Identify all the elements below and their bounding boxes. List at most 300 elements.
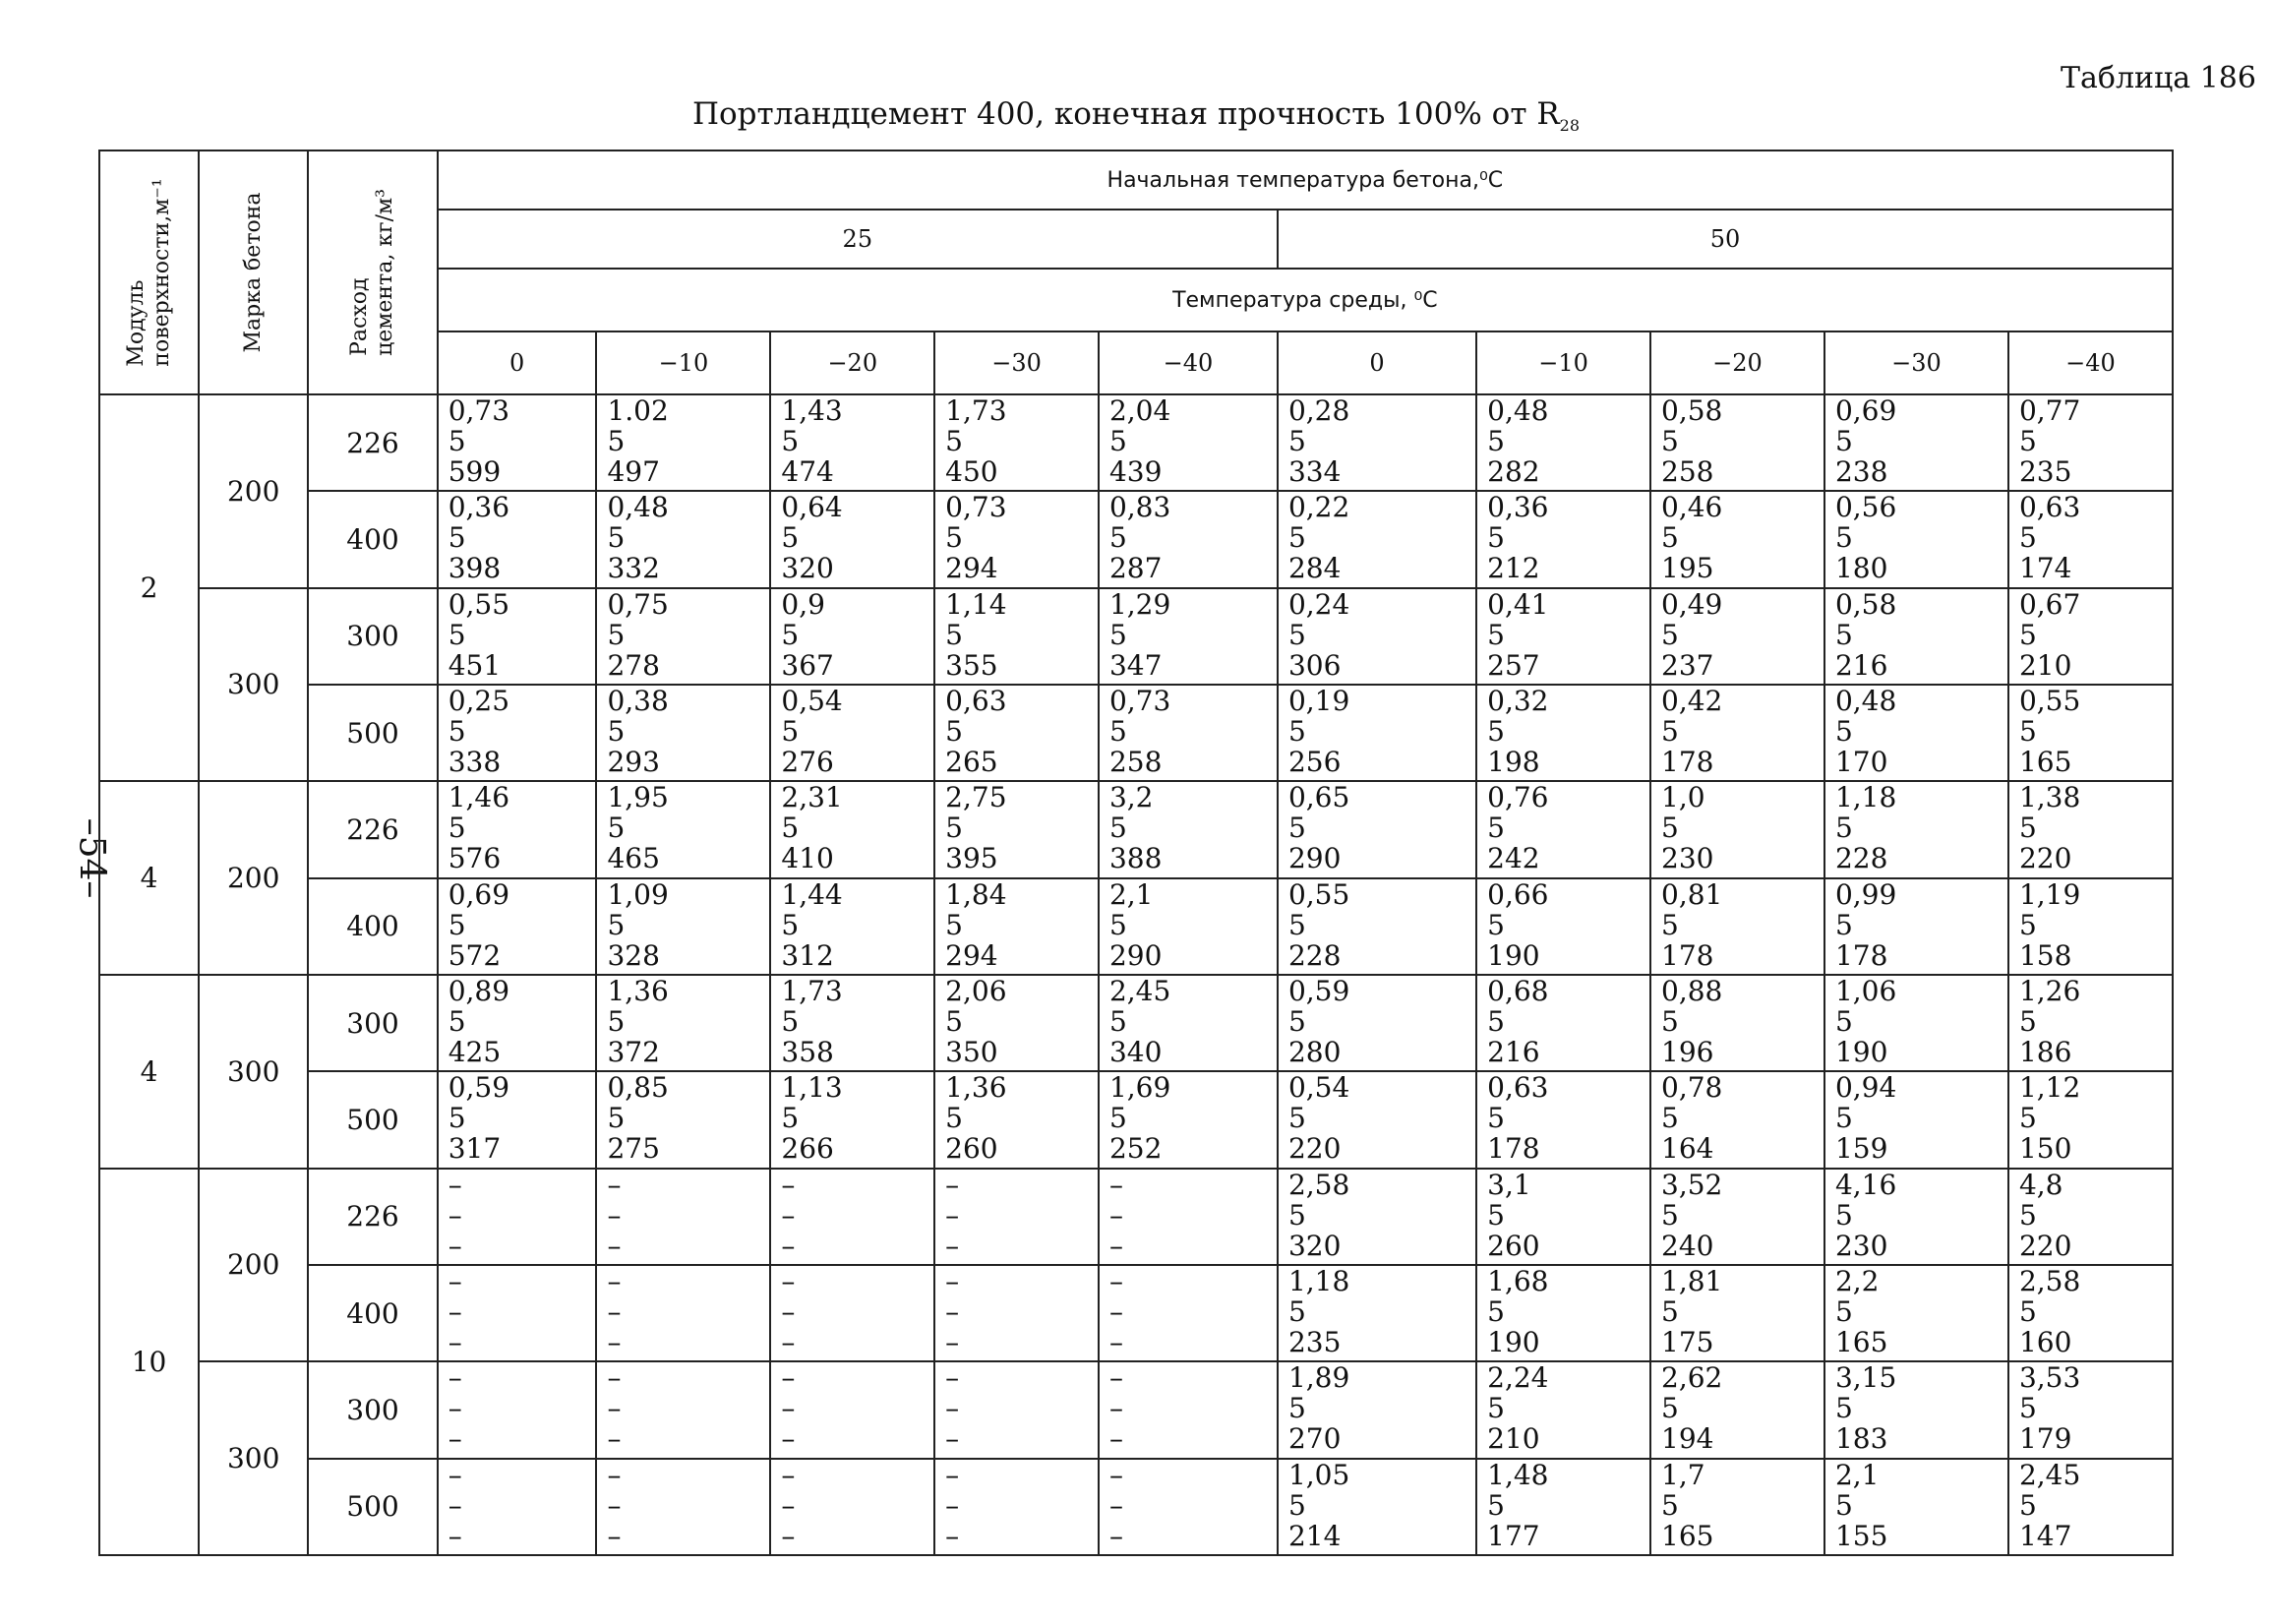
- value-line: –: [1108, 1361, 1123, 1395]
- value-cell: [934, 1265, 1099, 1361]
- value-line: 190: [1834, 1035, 1888, 1068]
- header-env-temp-value: −10: [596, 331, 770, 394]
- value-line: 0,36: [448, 491, 510, 524]
- value-line: 1,26: [2018, 974, 2081, 1007]
- cement-cell: 300: [308, 1361, 437, 1458]
- value-line: 0,48: [1834, 684, 1897, 717]
- value-line: 425: [448, 1035, 502, 1068]
- value-line: 1,13: [781, 1071, 843, 1105]
- value-line: 235: [2018, 455, 2072, 488]
- value-line: 235: [1287, 1325, 1342, 1358]
- value-cell: [1099, 878, 1278, 975]
- value-line: 576: [448, 842, 502, 875]
- value-line: 0,83: [1108, 491, 1171, 524]
- value-cell: [1824, 588, 2008, 685]
- value-line: 1,12: [2018, 1071, 2081, 1105]
- value-cell: [934, 1071, 1099, 1168]
- value-cell: [1650, 1071, 1824, 1168]
- value-cell: [770, 685, 934, 781]
- value-line: 2,06: [945, 974, 1007, 1007]
- value-line: 334: [1287, 455, 1342, 488]
- value-line: 410: [781, 842, 834, 875]
- value-line: 278: [607, 648, 660, 682]
- value-line: 4,16: [1834, 1168, 1897, 1201]
- value-cell: [1278, 588, 1476, 685]
- value-line: 5: [781, 521, 800, 555]
- value-line: 0,73: [448, 394, 510, 427]
- value-line: 5: [1287, 425, 1306, 457]
- header-env-temp-value: 0: [438, 331, 597, 394]
- value-cell: [1099, 1361, 1278, 1458]
- grade-cell: 300: [199, 975, 308, 1169]
- header-env-temp-value: −40: [2008, 331, 2173, 394]
- value-line: 1,48: [1487, 1458, 1549, 1491]
- value-line: –: [1108, 1198, 1123, 1232]
- value-line: 150: [2018, 1132, 2072, 1166]
- value-cell: [438, 685, 597, 781]
- value-line: 320: [1287, 1229, 1342, 1262]
- value-line: 256: [1287, 745, 1342, 778]
- value-line: 5: [2018, 1004, 2037, 1038]
- value-line: 5: [607, 908, 626, 941]
- value-line: –: [945, 1392, 960, 1425]
- value-line: 1,81: [1661, 1264, 1723, 1297]
- value-line: 5: [1661, 521, 1679, 555]
- value-line: 5: [945, 425, 963, 457]
- value-line: –: [607, 1392, 622, 1425]
- title-subscript: 28: [1559, 116, 1581, 136]
- value-line: 5: [607, 1102, 626, 1135]
- value-line: 306: [1287, 648, 1342, 682]
- value-line: 5: [945, 714, 963, 748]
- header-env-temp-value: 0: [1278, 331, 1476, 394]
- value-line: 216: [1834, 648, 1888, 682]
- value-cell: [1099, 685, 1278, 781]
- value-line: 1,69: [1108, 1071, 1171, 1105]
- value-line: 266: [781, 1132, 834, 1166]
- value-line: 5: [1834, 1294, 1853, 1328]
- value-line: –: [781, 1361, 796, 1395]
- value-cell: [1650, 1265, 1824, 1361]
- value-line: 1,89: [1287, 1361, 1350, 1395]
- value-line: 1,73: [781, 974, 843, 1007]
- value-line: 5: [781, 908, 800, 941]
- value-cell: [596, 878, 770, 975]
- value-line: –: [1108, 1229, 1123, 1262]
- value-line: 5: [781, 425, 800, 457]
- value-line: 3,53: [2018, 1361, 2081, 1395]
- value-line: 4,8: [2018, 1168, 2063, 1201]
- value-line: 355: [945, 648, 998, 682]
- value-line: 238: [1834, 455, 1888, 488]
- table-row: [99, 491, 2173, 587]
- value-line: –: [1108, 1458, 1123, 1491]
- value-cell: [1099, 1071, 1278, 1168]
- value-line: 5: [2018, 1488, 2037, 1522]
- table-row: [99, 1459, 2173, 1555]
- value-line: 0,55: [1287, 877, 1350, 911]
- cement-cell: 500: [308, 1071, 437, 1168]
- value-line: 5: [448, 1004, 466, 1038]
- value-cell: [1099, 1459, 1278, 1555]
- value-cell: [596, 685, 770, 781]
- value-line: 2,45: [2018, 1458, 2081, 1491]
- value-line: 290: [1108, 938, 1163, 972]
- value-line: 1.02: [607, 394, 669, 427]
- value-cell: [1476, 1459, 1650, 1555]
- value-line: 0,77: [2018, 394, 2081, 427]
- table-row: [99, 1071, 2173, 1168]
- value-cell: [1099, 491, 1278, 587]
- value-line: 5: [945, 521, 963, 555]
- value-cell: [1650, 878, 1824, 975]
- value-line: 0,54: [1287, 1071, 1350, 1105]
- value-line: 2,58: [1287, 1168, 1350, 1201]
- value-cell: [770, 1071, 934, 1168]
- value-line: 5: [1487, 1488, 1505, 1522]
- value-line: 0,49: [1661, 587, 1723, 621]
- value-cell: [1476, 1265, 1650, 1361]
- title-text: Портландцемент 400, конечная прочность 100% от R: [691, 96, 1560, 132]
- value-line: 5: [1661, 908, 1679, 941]
- value-cell: [438, 588, 597, 685]
- value-cell: [934, 491, 1099, 587]
- value-line: 0,99: [1834, 877, 1897, 911]
- value-cell: [2008, 491, 2173, 587]
- value-line: 5: [1661, 425, 1679, 457]
- value-line: –: [448, 1422, 462, 1456]
- value-line: 178: [1661, 745, 1714, 778]
- value-line: 0,46: [1661, 491, 1723, 524]
- value-line: –: [781, 1325, 796, 1358]
- value-line: 0,42: [1661, 684, 1723, 717]
- value-line: 395: [945, 842, 998, 875]
- value-line: 5: [1487, 521, 1505, 555]
- value-line: 5: [1287, 714, 1306, 748]
- value-cell: [1099, 1265, 1278, 1361]
- value-line: –: [945, 1361, 960, 1395]
- value-line: 3,52: [1661, 1168, 1723, 1201]
- value-cell: [1476, 878, 1650, 975]
- value-line: –: [607, 1198, 622, 1232]
- value-line: 0,55: [2018, 684, 2081, 717]
- value-line: 320: [781, 552, 834, 585]
- value-line: –: [945, 1264, 960, 1297]
- value-line: 290: [1287, 842, 1342, 875]
- cement-cell: 226: [308, 1169, 437, 1265]
- value-line: –: [945, 1294, 960, 1328]
- value-cell: [1824, 1265, 2008, 1361]
- header-grade: Марка бетона: [199, 150, 308, 394]
- value-cell: [438, 1361, 597, 1458]
- value-line: 5: [1287, 1392, 1306, 1425]
- value-line: –: [781, 1229, 796, 1262]
- value-line: 3,15: [1834, 1361, 1897, 1395]
- value-cell: [1824, 1459, 2008, 1555]
- value-line: 0,66: [1487, 877, 1549, 911]
- value-line: 317: [448, 1132, 502, 1166]
- value-cell: [1824, 685, 2008, 781]
- value-line: 0,94: [1834, 1071, 1897, 1105]
- value-line: 0,55: [448, 587, 510, 621]
- value-line: 5: [2018, 1294, 2037, 1328]
- value-line: 228: [1834, 842, 1888, 875]
- value-line: 0,59: [448, 1071, 510, 1105]
- value-line: 183: [1834, 1422, 1888, 1456]
- value-line: 280: [1287, 1035, 1342, 1068]
- value-line: 0,58: [1834, 587, 1897, 621]
- value-line: 0,85: [607, 1071, 669, 1105]
- value-line: 474: [781, 455, 834, 488]
- value-line: –: [448, 1392, 462, 1425]
- value-line: 180: [1834, 552, 1888, 585]
- value-line: 5: [1487, 1294, 1505, 1328]
- grade-cell: 200: [199, 1169, 308, 1362]
- header-env-temp-value: −30: [1824, 331, 2008, 394]
- header-env-temp-value: −30: [934, 331, 1099, 394]
- value-cell: [1476, 1361, 1650, 1458]
- value-cell: [1476, 781, 1650, 877]
- value-line: 5: [448, 908, 466, 941]
- value-line: 5: [2018, 425, 2037, 457]
- modulus-cell: 4: [99, 781, 199, 975]
- data-table: [98, 150, 2174, 1556]
- value-line: 294: [945, 938, 998, 972]
- grade-cell: 300: [199, 1361, 308, 1555]
- value-line: 170: [1834, 745, 1888, 778]
- value-line: 388: [1108, 842, 1163, 875]
- value-line: 270: [1287, 1422, 1342, 1456]
- value-line: 5: [607, 714, 626, 748]
- value-cell: [596, 1361, 770, 1458]
- value-line: 0,36: [1487, 491, 1549, 524]
- value-line: 5: [1487, 1004, 1505, 1038]
- value-cell: [438, 781, 597, 877]
- value-line: 2,2: [1834, 1264, 1880, 1297]
- value-line: 5: [1108, 1004, 1127, 1038]
- page-number: –54–: [71, 817, 112, 899]
- value-line: 178: [1661, 938, 1714, 972]
- value-line: 220: [2018, 1229, 2072, 1262]
- value-line: 5: [945, 812, 963, 845]
- value-line: 5: [607, 1004, 626, 1038]
- value-line: 5: [1661, 812, 1679, 845]
- value-line: 294: [945, 552, 998, 585]
- value-line: 5: [1661, 618, 1679, 651]
- value-line: 293: [607, 745, 660, 778]
- value-line: –: [607, 1229, 622, 1262]
- value-line: 216: [1487, 1035, 1540, 1068]
- value-line: 220: [2018, 842, 2072, 875]
- grade-cell: 300: [199, 588, 308, 782]
- value-line: –: [781, 1422, 796, 1456]
- modulus-cell: 2: [99, 394, 199, 781]
- table-title: [0, 96, 2272, 135]
- value-line: 178: [1834, 938, 1888, 972]
- table-row: [99, 685, 2173, 781]
- value-line: 0,59: [1287, 974, 1350, 1007]
- value-line: –: [607, 1264, 622, 1297]
- value-line: 5: [448, 618, 466, 651]
- value-line: 5: [1834, 1198, 1853, 1232]
- cement-cell: 226: [308, 394, 437, 491]
- value-line: 5: [607, 812, 626, 845]
- value-line: 190: [1487, 1325, 1540, 1358]
- value-line: 2,62: [1661, 1361, 1723, 1395]
- value-line: 5: [1834, 812, 1853, 845]
- value-line: 0,58: [1661, 394, 1723, 427]
- value-line: 0,41: [1487, 587, 1549, 621]
- value-cell: [1650, 1361, 1824, 1458]
- value-line: 350: [945, 1035, 998, 1068]
- value-line: 158: [2018, 938, 2072, 972]
- value-cell: [596, 588, 770, 685]
- value-cell: [438, 1459, 597, 1555]
- value-line: 5: [1661, 1392, 1679, 1425]
- value-line: 212: [1487, 552, 1540, 585]
- value-cell: [2008, 1361, 2173, 1458]
- value-line: 5: [781, 812, 800, 845]
- value-line: 338: [448, 745, 502, 778]
- value-line: 5: [1108, 521, 1127, 555]
- value-line: 5: [945, 618, 963, 651]
- value-cell: [2008, 588, 2173, 685]
- value-line: 5: [1287, 618, 1306, 651]
- header-env-temp-value: −40: [1099, 331, 1278, 394]
- value-line: –: [607, 1325, 622, 1358]
- value-cell: [596, 1459, 770, 1555]
- value-cell: [1099, 1169, 1278, 1265]
- value-line: 257: [1487, 648, 1540, 682]
- value-line: 0,69: [1834, 394, 1897, 427]
- value-line: 165: [2018, 745, 2072, 778]
- value-line: 5: [607, 618, 626, 651]
- value-line: 282: [1487, 455, 1540, 488]
- value-line: –: [1108, 1488, 1123, 1522]
- value-line: 5: [1487, 425, 1505, 457]
- value-line: 0,89: [448, 974, 510, 1007]
- value-line: 164: [1661, 1132, 1714, 1166]
- value-line: 5: [2018, 618, 2037, 651]
- value-line: 0,63: [2018, 491, 2081, 524]
- value-cell: [770, 781, 934, 877]
- value-line: 1,09: [607, 877, 669, 911]
- value-line: 5: [607, 521, 626, 555]
- header-initial-temp: Начальная температура бетона,⁰С: [438, 150, 2173, 210]
- value-line: 465: [607, 842, 660, 875]
- value-line: 5: [1287, 1488, 1306, 1522]
- value-cell: [596, 1265, 770, 1361]
- value-line: –: [945, 1229, 960, 1262]
- value-line: 0,73: [1108, 684, 1171, 717]
- value-line: 5: [1487, 1102, 1505, 1135]
- value-cell: [1824, 491, 2008, 587]
- value-line: 1,73: [945, 394, 1007, 427]
- value-line: 5: [1834, 618, 1853, 651]
- value-cell: [1278, 1169, 1476, 1265]
- value-line: –: [1108, 1519, 1123, 1552]
- value-cell: [438, 1071, 597, 1168]
- value-line: 1,29: [1108, 587, 1171, 621]
- value-line: 0,69: [448, 877, 510, 911]
- value-line: –: [781, 1264, 796, 1297]
- value-line: 2,1: [1108, 877, 1154, 911]
- table-row: [99, 878, 2173, 975]
- value-line: 260: [945, 1132, 998, 1166]
- value-cell: [2008, 1459, 2173, 1555]
- table-row: [99, 588, 2173, 685]
- header-cement: Расход цемента, кг/м³: [308, 150, 437, 394]
- value-cell: [1650, 394, 1824, 491]
- value-line: –: [781, 1488, 796, 1522]
- value-cell: [596, 781, 770, 877]
- value-cell: [934, 1361, 1099, 1458]
- value-line: 5: [1834, 1392, 1853, 1425]
- value-line: 5: [1661, 1004, 1679, 1038]
- value-line: –: [945, 1325, 960, 1358]
- value-line: –: [781, 1168, 796, 1201]
- table-row: [99, 975, 2173, 1071]
- cement-cell: 400: [308, 1265, 437, 1361]
- value-line: –: [448, 1519, 462, 1552]
- value-line: 599: [448, 455, 502, 488]
- value-line: 0,19: [1287, 684, 1350, 717]
- value-cell: [934, 1459, 1099, 1555]
- value-line: 179: [2018, 1422, 2072, 1456]
- value-line: 258: [1661, 455, 1714, 488]
- value-cell: [1824, 781, 2008, 877]
- value-line: 186: [2018, 1035, 2072, 1068]
- value-cell: [2008, 781, 2173, 877]
- value-line: 5: [1834, 1488, 1853, 1522]
- value-line: 5: [1487, 1392, 1505, 1425]
- value-cell: [2008, 1071, 2173, 1168]
- value-line: –: [945, 1458, 960, 1491]
- value-line: 1,36: [945, 1071, 1007, 1105]
- value-cell: [934, 394, 1099, 491]
- value-cell: [2008, 1169, 2173, 1265]
- value-line: 0,63: [1487, 1071, 1549, 1105]
- value-cell: [1824, 878, 2008, 975]
- value-cell: [770, 491, 934, 587]
- value-line: 1,84: [945, 877, 1007, 911]
- value-line: 0,28: [1287, 394, 1350, 427]
- value-line: 175: [1661, 1325, 1714, 1358]
- value-line: 5: [448, 425, 466, 457]
- value-line: 265: [945, 745, 998, 778]
- value-line: 3,2: [1108, 781, 1154, 814]
- value-cell: [2008, 1265, 2173, 1361]
- value-cell: [770, 1169, 934, 1265]
- value-line: 5: [781, 714, 800, 748]
- value-line: 5: [2018, 714, 2037, 748]
- value-cell: [1476, 1071, 1650, 1168]
- value-line: –: [607, 1519, 622, 1552]
- value-line: 3,1: [1487, 1168, 1531, 1201]
- value-cell: [1278, 878, 1476, 975]
- value-line: 2,75: [945, 781, 1007, 814]
- value-line: 0,38: [607, 684, 669, 717]
- value-line: 5: [448, 521, 466, 555]
- value-line: 1,19: [2018, 877, 2081, 911]
- modulus-cell: 4: [99, 975, 199, 1169]
- value-line: 5: [2018, 908, 2037, 941]
- value-line: 328: [607, 938, 660, 972]
- value-line: 5: [2018, 1392, 2037, 1425]
- value-line: 0,78: [1661, 1071, 1723, 1105]
- value-cell: [2008, 394, 2173, 491]
- value-line: 5: [1287, 1102, 1306, 1135]
